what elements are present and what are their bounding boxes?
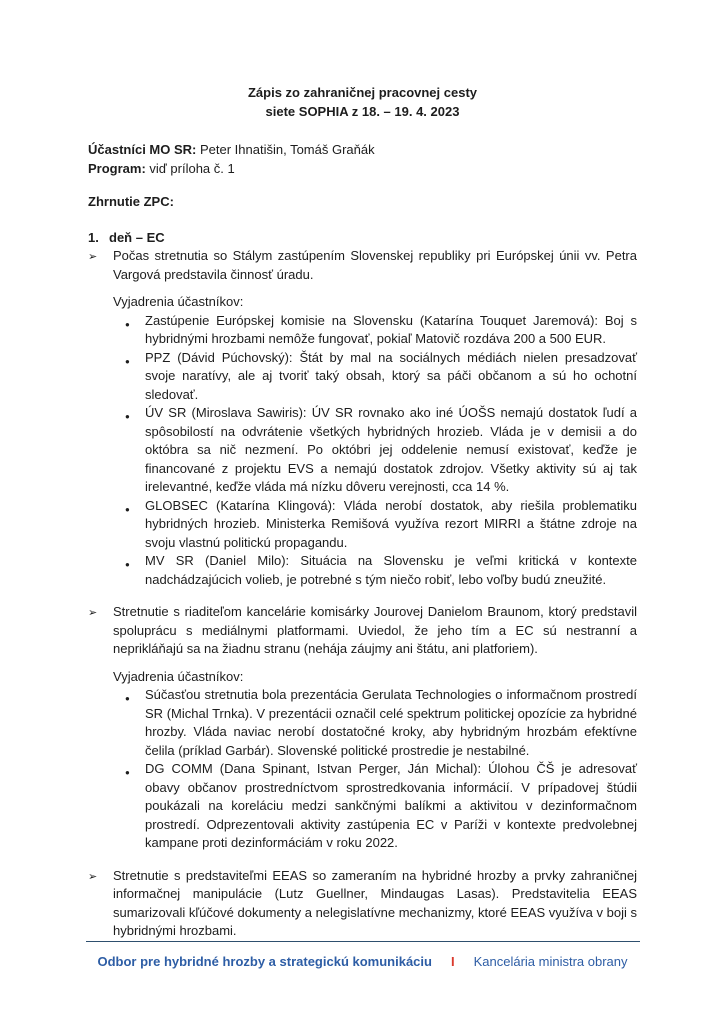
- meeting-2-intro-item: [88, 603, 637, 659]
- list-item: [125, 552, 637, 589]
- meta-block: [88, 141, 637, 178]
- meeting-section-2: [88, 603, 637, 853]
- statement-text: DG COMM (Dana Spinant, Istvan Perger, Ján Michal): Úlohou ČŠ je adresovať obavy občanov prostredníctvom sprostredkovania informácií. V prípadovej štúdii poukázali na koreláciu medzi sankčnými balíkmi a aktivitou v dezinformačnom prostredí. Odprezentovali aktivity zastúpenia EC v Paríži v kontexte predvolebnej kampane proti dezinformáciám v roku 2022.: [145, 761, 637, 850]
- day-1-number: 1.: [88, 229, 99, 245]
- summary-heading: Zhrnutie ZPC:: [88, 194, 174, 209]
- statement-text: GLOBSEC (Katarína Klingová): Vláda nerobí dostatok, aby riešila problematiku hybridných hrozieb. Ministerka Remišová využíva rezort MIRRI a štátne zdroje na svoju vlastnú politickú propagandu.: [145, 497, 637, 550]
- footer-separator: I: [450, 954, 455, 969]
- list-item: [125, 497, 637, 553]
- dot-bullet-icon: ●: [125, 694, 130, 703]
- list-item: [125, 760, 637, 853]
- participants-value: Peter Ihnatišin, Tomáš Graňák: [196, 142, 375, 157]
- document-body: [88, 83, 637, 941]
- statement-text: MV SR (Daniel Milo): Situácia na Slovensku je veľmi kritická v kontexte nadchádzajúcich volieb, je potrebné s tým niečo robiť, lebo voľby budú zneužité.: [145, 553, 637, 587]
- list-item: [125, 686, 637, 760]
- document-title: [88, 83, 637, 121]
- meeting-section-3: [88, 867, 637, 941]
- dot-bullet-icon: ●: [125, 319, 130, 329]
- page-footer: [0, 953, 725, 971]
- arrow-bullet-icon: ➢: [88, 870, 98, 883]
- statement-text: PPZ (Dávid Púchovský): Štát by mal na sociálnych médiách nielen presadzovať svoje naratívy, ale aj tvoriť taký obsah, ktorý sa páči občanom a sú ho ochotní sledovať.: [145, 349, 637, 402]
- statement-text: Súčasťou stretnutia bola prezentácia Gerulata Technologies o informačnom prostredí SR (Michal Trnka). V prezentácii označil celé spektrum politickej opozície za hybridné hrozby. Vláda naviac nerobí dostatočné kroky, aby hybridným hrozbám efektívne čelila (príklad Garbár). Slovenské politické prostredie je nestabilné.: [145, 687, 637, 758]
- list-item: [125, 312, 637, 349]
- dot-bullet-icon: ●: [125, 412, 130, 421]
- statement-text: ÚV SR (Miroslava Sawiris): ÚV SR rovnako ako iné ÚOŠS nemajú dostatok ľudí a spôsobilostí na odvrátenie všetkých hybridných hrozieb. Vláda je v demisii a do októbra sa nič nezmení. Po októbri jej oddelenie nemusí existovať, keďže je financované z projektu EVS a nemajú dostatok zdrojov. Všetky aktivity sú aj tak irelevantné, keďže vláda má nízku dôveru verejnosti, cca 14 %.: [145, 405, 637, 494]
- meeting-2-statements-list: [88, 686, 637, 853]
- dot-bullet-icon: ●: [125, 560, 130, 569]
- day-1-heading: [88, 229, 637, 248]
- dot-bullet-icon: ●: [125, 504, 130, 514]
- title-line-2: siete SOPHIA z 18. – 19. 4. 2023: [265, 104, 460, 119]
- participants-row: [88, 141, 637, 160]
- footer-office: Kancelária ministra obrany: [473, 954, 628, 969]
- meeting-section-1: [88, 247, 637, 589]
- list-item: [125, 404, 637, 497]
- meeting-3-intro-item: [88, 867, 637, 941]
- meeting-1-statements-list: [88, 312, 637, 590]
- dot-bullet-icon: ●: [125, 768, 130, 777]
- program-label: Program:: [88, 160, 146, 176]
- footer-divider: [86, 941, 640, 942]
- arrow-bullet-icon: ➢: [88, 251, 98, 263]
- meeting-1-participants-heading: Vyjadrenia účastníkov:: [113, 294, 244, 309]
- day-1-label: deň – EC: [109, 229, 165, 245]
- meeting-3-intro-text: Stretnutie s predstaviteľmi EEAS so zameraním na hybridné hrozby a prvky zahraničnej informačnej manipulácie (Lutz Guellner, Mindaugas Lasas). Predstavitelia EEAS sumarizovali kľúčové dokumenty a nelegislatívne mechanizmy, ktoré EEAS využíva v boji s hybridnými hrozbami.: [113, 867, 637, 938]
- meeting-2-participants-heading: Vyjadrenia účastníkov:: [113, 668, 244, 684]
- program-row: [88, 160, 637, 179]
- list-item: [125, 349, 637, 405]
- participants-label: Účastníci MO SR:: [88, 142, 197, 157]
- arrow-bullet-icon: ➢: [88, 607, 98, 619]
- program-value: viď príloha č. 1: [145, 160, 235, 176]
- dot-bullet-icon: ●: [125, 356, 130, 366]
- footer-department: Odbor pre hybridné hrozby a strategickú komunikáciu: [97, 954, 432, 969]
- title-line-1: Zápis zo zahraničnej pracovnej cesty: [247, 85, 478, 100]
- meeting-2-intro-text: Stretnutie s riaditeľom kancelárie komisárky Jourovej Danielom Braunom, ktorý predstavil spoluprácu s mediálnymi platformami. Uviedol, že jeho tím a EC sú nestranní a neprikláňajú sa na žiadnu stranu (nehája záujmy ani štátu, ani platforiem).: [113, 604, 637, 656]
- statement-text: Zastúpenie Európskej komisie na Slovensku (Katarína Touquet Jaremová): Boj s hybridnými hrozbami nemôže fungovať, pokiaľ Matovič rozdáva 200 a 500 EUR.: [145, 312, 637, 346]
- meeting-1-intro-text: Počas stretnutia so Stálym zastúpením Slovenskej republiky pri Európskej únii vv. Petra Vargová predstavila činnosť úradu.: [113, 248, 637, 282]
- meeting-1-intro-item: [88, 247, 637, 284]
